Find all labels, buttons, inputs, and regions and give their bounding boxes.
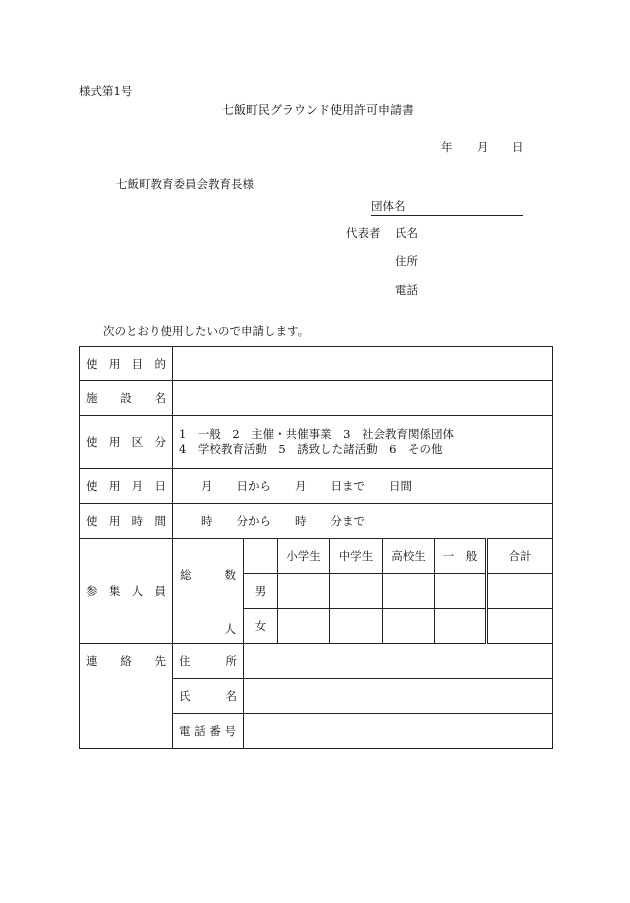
male-label: 男 (244, 574, 278, 609)
contact-address-row (80, 644, 553, 679)
representative-label: 代表者 (346, 226, 381, 240)
col-total: 合計 (487, 539, 553, 574)
male-junior-high-field[interactable] (330, 574, 383, 609)
category-options-line1: 1 一般 2 主催・共催事業 3 社会教育関係団体 (179, 427, 454, 441)
contact-name-label: 氏 名 (173, 679, 244, 714)
participants-label: 参 集 人 員 (80, 539, 173, 644)
facility-field[interactable] (173, 381, 553, 416)
dates-label: 使 用 月 日 (80, 469, 173, 504)
time-hour1: 時 (201, 514, 213, 528)
contact-label: 連 絡 先 (80, 644, 173, 749)
time-field[interactable] (173, 504, 553, 539)
contact-phone-label: 電 話 番 号 (173, 714, 244, 749)
male-general-field[interactable] (435, 574, 487, 609)
time-until: 分まで (330, 514, 365, 528)
female-total-field[interactable] (487, 609, 553, 644)
dates-until: 日まで (330, 479, 365, 493)
rep-phone-label: 電話 (395, 283, 418, 297)
col-elementary: 小学生 (278, 539, 330, 574)
rep-address-label: 住所 (395, 254, 418, 268)
time-row (80, 504, 553, 539)
col-general: 一 般 (435, 539, 487, 574)
dates-field[interactable] (173, 469, 553, 504)
contact-address-field[interactable] (244, 644, 553, 679)
date-month-label: 月 (477, 140, 489, 154)
female-high-school-field[interactable] (383, 609, 435, 644)
col-high-school: 高校生 (383, 539, 435, 574)
facility-row (80, 381, 553, 416)
time-label: 使 用 時 間 (80, 504, 173, 539)
female-label: 女 (244, 609, 278, 644)
date-day-label: 日 (512, 140, 524, 154)
dates-days: 日間 (389, 479, 412, 493)
purpose-row (80, 347, 553, 381)
category-label: 使 用 区 分 (80, 416, 173, 469)
female-general-field[interactable] (435, 609, 487, 644)
contact-name-field[interactable] (244, 679, 553, 714)
male-total-field[interactable] (487, 574, 553, 609)
application-form-table (79, 346, 553, 749)
facility-label: 施 設 名 (80, 381, 173, 416)
addressee: 七飯町教育委員会教育長様 (116, 177, 254, 191)
form-number: 様式第1号 (79, 84, 133, 98)
form-title: 七飯町民グラウンド使用許可申請書 (222, 103, 415, 117)
category-row (80, 416, 553, 469)
total-unit: 人 (224, 622, 236, 636)
dates-month1: 月 (201, 479, 213, 493)
female-elementary-field[interactable] (278, 609, 330, 644)
male-high-school-field[interactable] (383, 574, 435, 609)
intro-text: 次のとおり使用したいので申請します。 (103, 324, 310, 338)
dates-from: 日から (236, 479, 271, 493)
total-label-cell: 総 数 人 (173, 539, 244, 644)
col-junior-high: 中学生 (330, 539, 383, 574)
contact-phone-field[interactable] (244, 714, 553, 749)
dates-row (80, 469, 553, 504)
male-elementary-field[interactable] (278, 574, 330, 609)
time-from: 分から (236, 514, 271, 528)
category-field[interactable] (173, 416, 553, 469)
group-name-field[interactable] (371, 198, 523, 216)
participants-header-row (80, 539, 553, 574)
female-junior-high-field[interactable] (330, 609, 383, 644)
group-name-label: 団体名 (371, 199, 406, 213)
rep-name-label: 氏名 (395, 226, 418, 240)
time-hour2: 時 (295, 514, 307, 528)
dates-month2: 月 (295, 479, 307, 493)
contact-address-label: 住 所 (173, 644, 244, 679)
category-options-line2: 4 学校教育活動 5 誘致した諸活動 6 その他 (179, 442, 443, 456)
date-year-label: 年 (441, 140, 453, 154)
gender-header-blank (244, 539, 278, 574)
purpose-label: 使 用 目 的 (80, 347, 173, 381)
purpose-field[interactable] (173, 347, 553, 381)
